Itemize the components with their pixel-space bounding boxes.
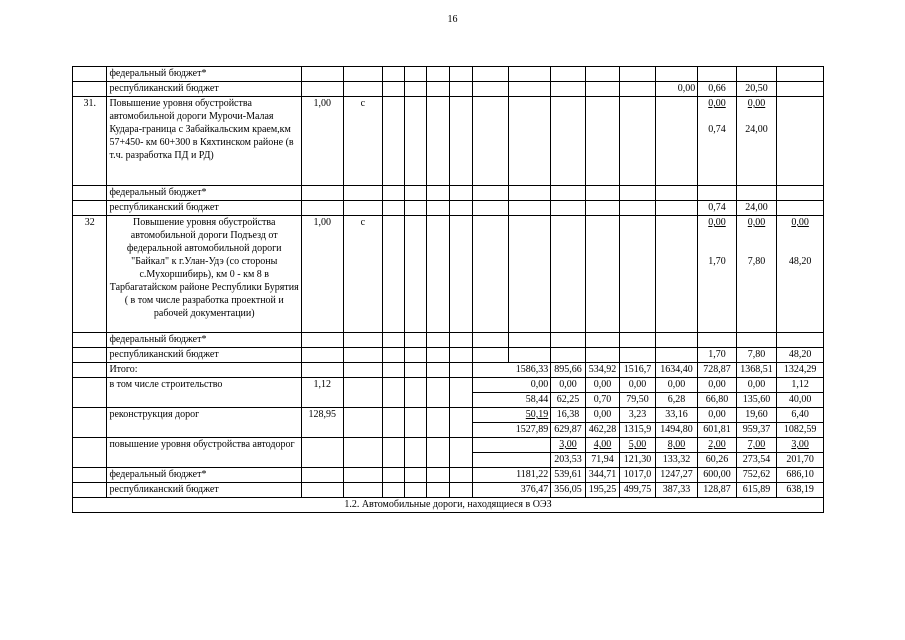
cell: 273,54 [736,453,777,468]
cell: 0,00 [791,217,809,228]
table-row [73,333,824,348]
cell: 1082,59 [777,423,824,438]
cell: 0,00 [698,408,737,423]
cell: 24,00 [736,201,777,216]
cell: 7,00 [736,438,777,453]
row-label: республиканский бюджет [107,201,302,216]
cell: 135,60 [736,393,777,408]
cell: 203,53 [551,453,585,468]
cell: 133,32 [655,453,698,468]
section-heading-row [73,498,824,513]
cell: 1017,0 [620,468,655,483]
row-description: Повышение уровня обустройства автомобильной дороги Мурочи-Малая Кудара-граница с Забайкальским краем,км 57+450- км 60+300 в Кяхтинском районе (в т.ч. разработка ПД и РД) [107,97,302,186]
cell: 71,94 [585,453,619,468]
row-number: 31. [73,97,107,186]
row-label: республиканский бюджет [107,82,302,97]
table-row [73,201,824,216]
cell: 16,38 [551,408,585,423]
cell: 1634,40 [655,363,698,378]
cell: 201,70 [777,453,824,468]
cell: 79,50 [620,393,655,408]
row-label: реконструкция дорог [107,408,302,438]
row-label: республиканский бюджет [107,483,302,498]
cell: 615,89 [736,483,777,498]
cell: 8,00 [655,438,698,453]
cell: 0,00 [655,378,698,393]
row-label: федеральный бюджет* [107,468,302,483]
row-label: в том числе строительство [107,378,302,408]
cell: 0,00 [655,82,698,97]
cell: 66,80 [698,393,737,408]
cell: 19,60 [736,408,777,423]
cell: 638,19 [777,483,824,498]
cell: 629,87 [551,423,585,438]
table-row-total [73,363,824,378]
cell: 387,33 [655,483,698,498]
cell: 1,12 [777,378,824,393]
table-row [73,348,824,363]
cell: 0,70 [585,393,619,408]
row-label: федеральный бюджет* [107,67,302,82]
cell: 0,00 [747,98,766,109]
cell: 0,00 [736,378,777,393]
cell: 7,80 [736,348,777,363]
cell: 1516,7 [620,363,655,378]
budget-table [72,66,824,513]
row-label: Итого: [107,363,302,378]
table-row [73,378,824,393]
quantity: 1,00 [302,216,344,333]
cell: 3,00 [777,438,824,453]
cell: 0,00 [585,408,619,423]
table-row [73,468,824,483]
cell: 1,70 [698,348,737,363]
section-heading: 1.2. Автомобильные дороги, находящиеся в ОЭЗ [73,498,824,513]
cell: 1247,27 [655,468,698,483]
table-row [73,483,824,498]
cell: 6,40 [777,408,824,423]
cell: 58,44 [473,393,551,408]
cell: 3,00 [551,438,585,453]
cell: 48,20 [788,256,812,267]
cell: 2,00 [698,438,737,453]
cell: 499,75 [620,483,655,498]
cell: 1586,33 [473,363,551,378]
cell: 1527,89 [473,423,551,438]
cell: 1494,80 [655,423,698,438]
cell: 959,37 [736,423,777,438]
cell: 33,16 [655,408,698,423]
cell: 195,25 [585,483,619,498]
table-row [73,186,824,201]
cell: 1315,9 [620,423,655,438]
quantity: 1,12 [302,378,344,408]
cell: 6,28 [655,393,698,408]
cell: 462,28 [585,423,619,438]
cell: 1181,22 [473,468,551,483]
cell: 0,00 [551,378,585,393]
cell: 128,87 [698,483,737,498]
cell: 4,00 [585,438,619,453]
cell: 0,00 [708,98,726,109]
cell: 686,10 [777,468,824,483]
quantity: 1,00 [302,97,344,186]
cell: 600,00 [698,468,737,483]
table-row [73,67,824,82]
row-label: федеральный бюджет* [107,333,302,348]
cell: 1,70 [708,256,726,267]
row-label: федеральный бюджет* [107,186,302,201]
cell: 0,00 [585,378,619,393]
row-label: республиканский бюджет [107,348,302,363]
table-row [73,438,824,453]
cell: 344,71 [585,468,619,483]
table-row [73,82,824,97]
cell: 48,20 [777,348,824,363]
cell: 0,00 [473,378,551,393]
cell: 0,00 [698,378,737,393]
cell: 376,47 [473,483,551,498]
cell: 7,80 [747,256,766,267]
cell: 5,00 [620,438,655,453]
row-label: повышение уровня обустройства автодорог [107,438,302,468]
cell: 0,00 [747,217,766,228]
page-number: 16 [447,14,458,25]
cell: 24,00 [745,124,768,135]
unit: с [343,216,383,333]
cell: 0,74 [708,124,726,135]
row-number: 32 [73,216,107,333]
cell: 752,62 [736,468,777,483]
cell: 1324,29 [777,363,824,378]
cell: 728,87 [698,363,737,378]
cell: 3,23 [620,408,655,423]
cell: 601,81 [698,423,737,438]
cell: 121,30 [620,453,655,468]
cell: 539,61 [551,468,585,483]
cell: 0,00 [620,378,655,393]
row-description: Повышение уровня обустройства автомобильной дороги Подъезд от федеральной автомобильной дороги "Байкал" к г.Улан-Удэ (со стороны с.Мухоршибирь), км 0 - км 8 в Тарбагатайском районе Республики Бурятия ( в том числе разработка проектной и рабочей документации) [107,216,302,333]
cell: 895,66 [551,363,585,378]
cell: 0,74 [698,201,737,216]
cell: 534,92 [585,363,619,378]
table-row [73,216,824,333]
quantity: 128,95 [302,408,344,438]
cell: 356,05 [551,483,585,498]
unit: с [343,97,383,186]
cell: 40,00 [777,393,824,408]
table-row [73,408,824,423]
cell: 62,25 [551,393,585,408]
cell: 0,66 [698,82,737,97]
cell: 0,00 [708,217,726,228]
table-row [73,97,824,186]
cell: 60,26 [698,453,737,468]
cell: 50,19 [473,408,551,423]
cell: 20,50 [736,82,777,97]
cell: 1368,51 [736,363,777,378]
